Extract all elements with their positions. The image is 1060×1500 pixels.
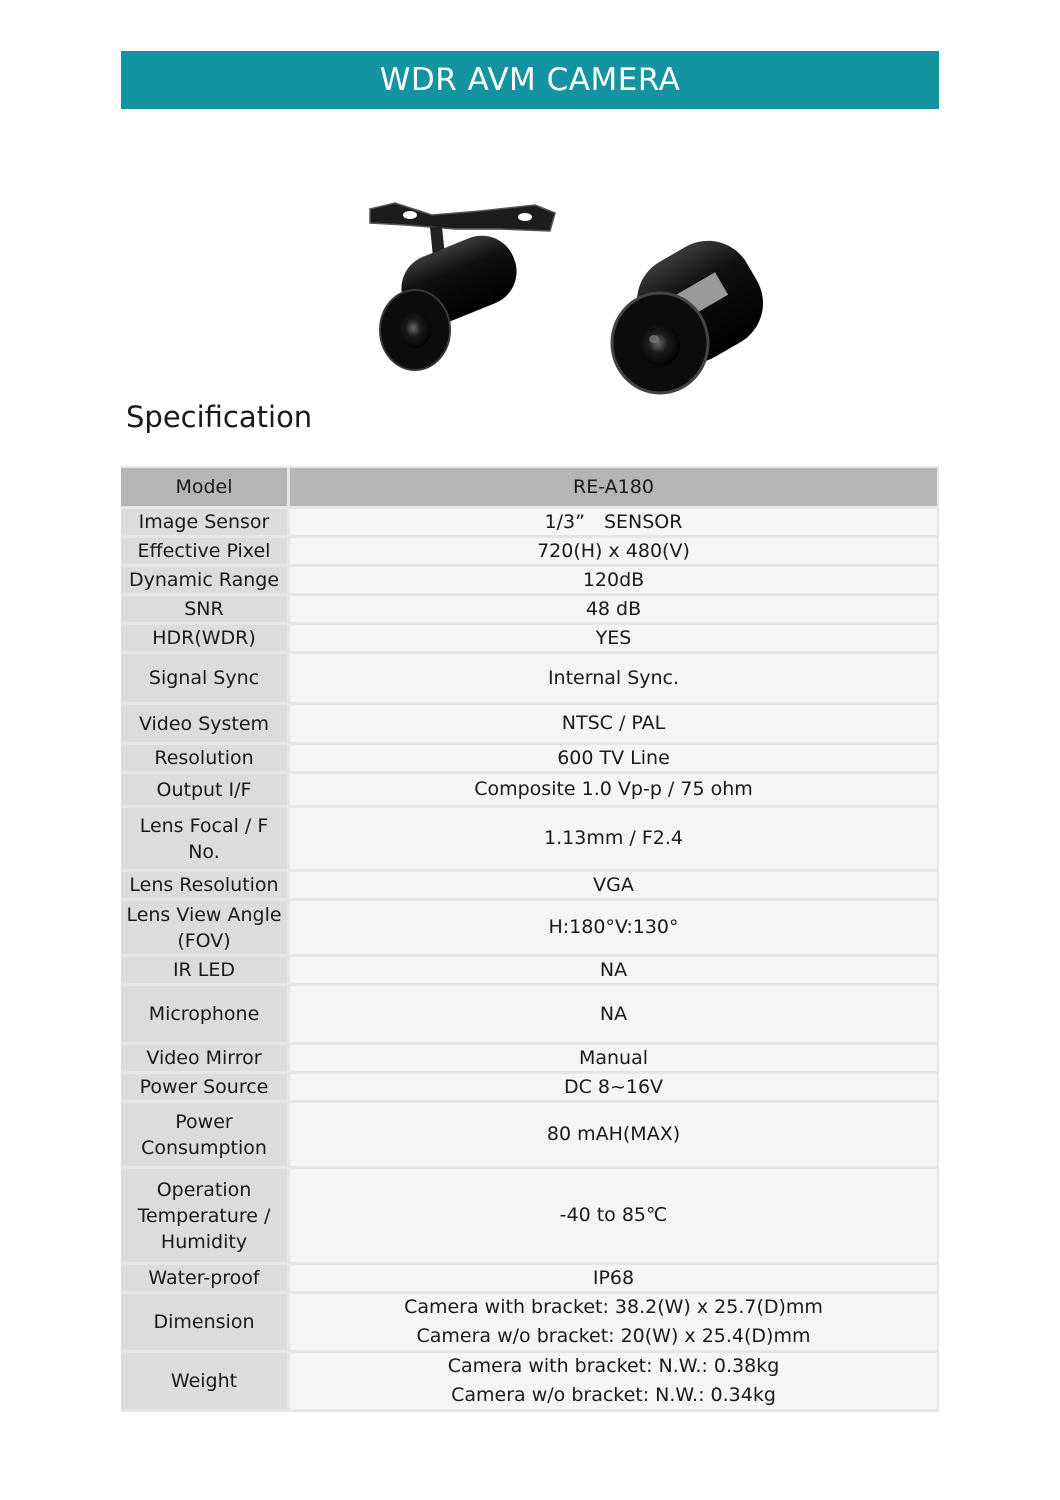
spec-value: 600 TV Line xyxy=(290,745,937,771)
spec-value: NA xyxy=(290,986,937,1042)
table-row xyxy=(121,654,939,702)
spec-value: IP68 xyxy=(290,1265,937,1291)
banner-title: WDR AVM CAMERA xyxy=(379,62,681,98)
spec-label: Dynamic Range xyxy=(121,567,287,593)
spec-label: Dimension xyxy=(121,1294,287,1350)
spec-label: Effective Pixel xyxy=(121,538,287,564)
table-row xyxy=(121,1353,939,1409)
spec-value: Camera with bracket: 38.2(W) x 25.7(D)mm Camera w/o bracket: 20(W) x 25.4(D)mm xyxy=(290,1294,937,1350)
product-photos xyxy=(360,195,780,415)
spec-label: Resolution xyxy=(121,745,287,771)
spec-value: -40 to 85℃ xyxy=(290,1169,937,1262)
camera-with-bracket-image xyxy=(370,203,555,370)
spec-label: Water-proof xyxy=(121,1265,287,1291)
spec-label: Weight xyxy=(121,1353,287,1409)
spec-label: Lens Focal / F No. xyxy=(121,808,287,869)
page-banner xyxy=(121,51,939,109)
table-header-row xyxy=(121,468,939,506)
table-row xyxy=(121,567,939,593)
table-row xyxy=(121,957,939,983)
spec-label: SNR xyxy=(121,596,287,622)
spec-label: Signal Sync xyxy=(121,654,287,702)
table-row xyxy=(121,705,939,742)
spec-value: 1/3” SENSOR xyxy=(290,509,937,535)
spec-value: NA xyxy=(290,957,937,983)
spec-label: IR LED xyxy=(121,957,287,983)
spec-value: 120dB xyxy=(290,567,937,593)
spec-label: Output I/F xyxy=(121,774,287,805)
table-row xyxy=(121,986,939,1042)
table-row xyxy=(121,1265,939,1291)
spec-value: YES xyxy=(290,625,937,651)
spec-label: Video Mirror xyxy=(121,1045,287,1071)
table-row xyxy=(121,1103,939,1166)
table-row xyxy=(121,596,939,622)
table-row xyxy=(121,774,939,805)
header-label: Model xyxy=(121,468,287,506)
spec-value: Composite 1.0 Vp-p / 75 ohm xyxy=(290,774,937,805)
table-row xyxy=(121,1074,939,1100)
spec-value: DC 8~16V xyxy=(290,1074,937,1100)
spec-label: Image Sensor xyxy=(121,509,287,535)
section-title: Specification xyxy=(126,400,313,434)
table-row xyxy=(121,625,939,651)
spec-label: Microphone xyxy=(121,986,287,1042)
spec-label: Power Consumption xyxy=(121,1103,287,1166)
spec-label: Video System xyxy=(121,705,287,742)
spec-value: Manual xyxy=(290,1045,937,1071)
table-row xyxy=(121,872,939,898)
spec-value: 1.13mm / F2.4 xyxy=(290,808,937,869)
spec-label: Lens View Angle (FOV) xyxy=(121,901,287,954)
table-row xyxy=(121,745,939,771)
spec-value: H:180°V:130° xyxy=(290,901,937,954)
spec-label: HDR(WDR) xyxy=(121,625,287,651)
spec-value: Internal Sync. xyxy=(290,654,937,702)
table-row xyxy=(121,1045,939,1071)
spec-value: 48 dB xyxy=(290,596,937,622)
spec-table xyxy=(121,466,939,1412)
table-row xyxy=(121,1169,939,1262)
spec-value: Camera with bracket: N.W.: 0.38kg Camera w/o bracket: N.W.: 0.34kg xyxy=(290,1353,937,1409)
table-row xyxy=(121,901,939,954)
spec-label: Power Source xyxy=(121,1074,287,1100)
spec-label: Lens Resolution xyxy=(121,872,287,898)
spec-label: Operation Temperature / Humidity xyxy=(121,1169,287,1262)
camera-without-bracket-image xyxy=(612,224,779,393)
header-value: RE-A180 xyxy=(290,468,937,506)
table-row xyxy=(121,1294,939,1350)
spec-value: NTSC / PAL xyxy=(290,705,937,742)
spec-value: 80 mAH(MAX) xyxy=(290,1103,937,1166)
table-row xyxy=(121,538,939,564)
spec-value: VGA xyxy=(290,872,937,898)
table-row xyxy=(121,509,939,535)
table-row xyxy=(121,808,939,869)
spec-value: 720(H) x 480(V) xyxy=(290,538,937,564)
